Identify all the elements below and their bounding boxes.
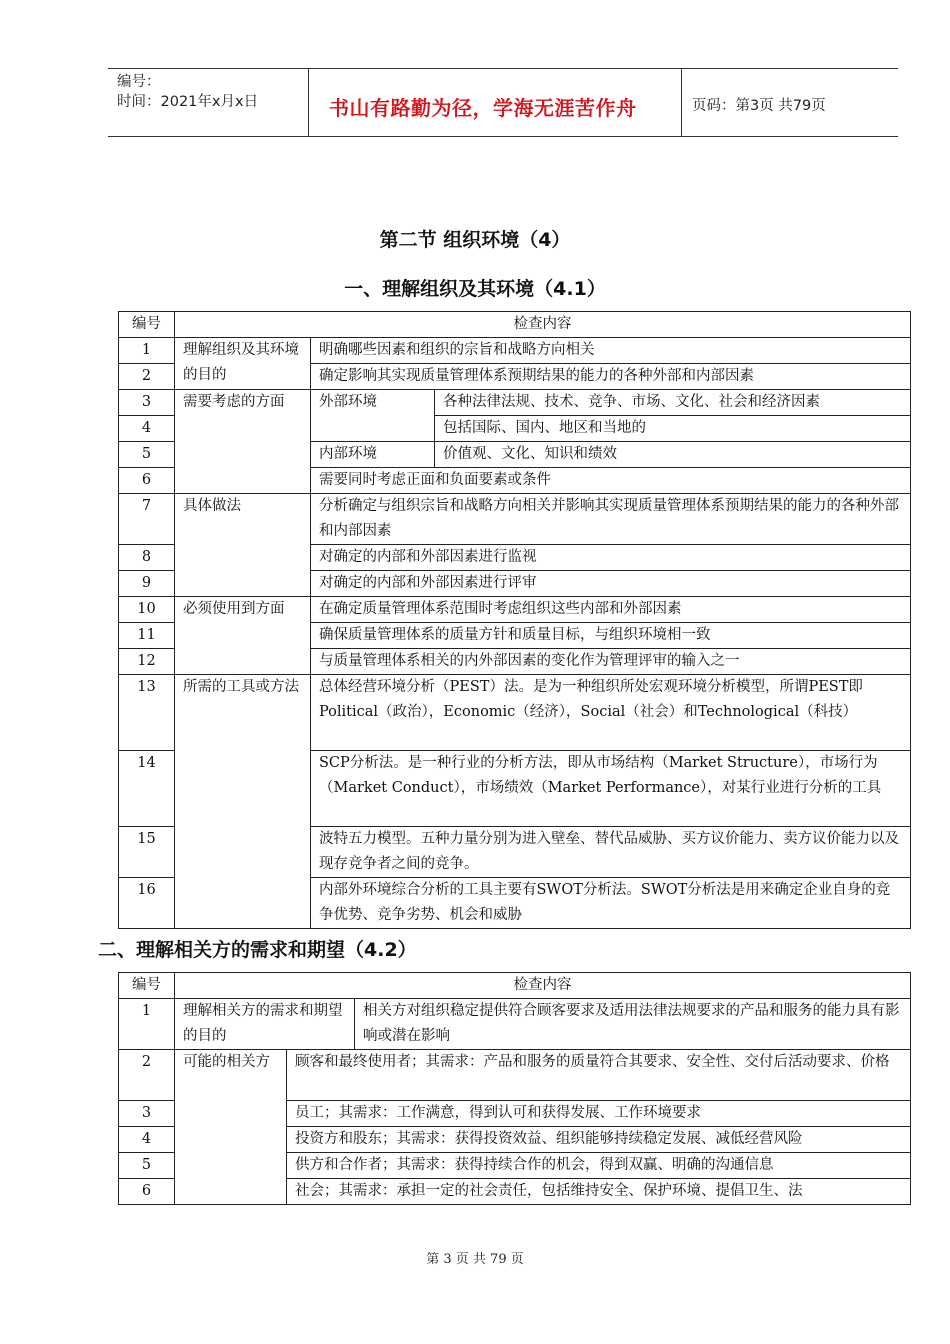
row-content: 各种法律法规、技术、竞争、市场、文化、社会和经济因素 (435, 390, 911, 416)
row-number: 4 (119, 416, 175, 442)
row-content: 与质量管理体系相关的内外部因素的变化作为管理评审的输入之一 (311, 649, 911, 675)
row-number: 4 (119, 1127, 175, 1153)
row-content: 相关方对组织稳定提供符合顾客要求及适用法律法规要求的产品和服务的能力具有影响或潜在影响 (355, 999, 911, 1050)
row-number: 5 (119, 1153, 175, 1179)
table-row (119, 390, 911, 416)
row-content: 明确哪些因素和组织的宗旨和战略方向相关 (311, 338, 911, 364)
row-content: 波特五力模型。五种力量分别为进入壁垒、替代品威胁、买方议价能力、卖方议价能力以及现存竞争者之间的竞争。 (311, 827, 911, 878)
row-number: 3 (119, 1101, 175, 1127)
section-title: 第二节 组织环境（4） (379, 229, 571, 251)
header-divider (308, 68, 309, 136)
row-number: 10 (119, 597, 175, 623)
row-subcategory: 外部环境 (311, 390, 435, 442)
row-category: 需要考虑的方面 (175, 390, 311, 494)
row-content: 需要同时考虑正面和负面要素或条件 (311, 468, 911, 494)
row-number: 6 (119, 468, 175, 494)
row-content: 内部外环境综合分析的工具主要有SWOT分析法。SWOT分析法是用来确定企业自身的竞争优势、竞争劣势、机会和威胁 (311, 878, 911, 929)
table-row (119, 494, 911, 545)
row-content: 对确定的内部和外部因素进行监视 (311, 545, 911, 571)
row-number: 9 (119, 571, 175, 597)
row-content: 顾客和最终使用者；其需求：产品和服务的质量符合其要求、安全性、交付后活动要求、价格 (287, 1050, 911, 1101)
row-content: SCP分析法。是一种行业的分析方法，即从市场结构（Market Structure），市场行为（Market Conduct），市场绩效（Market Performance），对某行业进行分析的工具 (311, 751, 911, 827)
row-number: 3 (119, 390, 175, 416)
row-number: 1 (119, 999, 175, 1050)
table-row (119, 338, 911, 364)
row-number: 1 (119, 338, 175, 364)
part1-title: 一、理解组织及其环境（4.1） (344, 278, 606, 300)
row-content: 社会；其需求：承担一定的社会责任，包括维持安全、保护环境、提倡卫生、法 (287, 1179, 911, 1205)
page-footer: 第 3 页 共 79 页 (426, 1252, 524, 1267)
part2-title: 二、理解相关方的需求和期望（4.2） (98, 939, 417, 961)
row-number: 6 (119, 1179, 175, 1205)
row-number: 14 (119, 751, 175, 827)
page-code: 页码：第3页 共79页 (692, 98, 826, 114)
row-content: 供方和合作者；其需求：获得持续合作的机会，得到双赢、明确的沟通信息 (287, 1153, 911, 1179)
environment-table (118, 311, 911, 929)
row-content: 在确定质量管理体系范围时考虑组织这些内部和外部因素 (311, 597, 911, 623)
row-number: 13 (119, 675, 175, 751)
row-content: 投资方和股东；其需求：获得投资效益、组织能够持续稳定发展、减低经营风险 (287, 1127, 911, 1153)
row-content: 对确定的内部和外部因素进行评审 (311, 571, 911, 597)
col-content-header: 检查内容 (175, 973, 911, 999)
stakeholder-table (118, 972, 911, 1205)
table-header-row (119, 973, 911, 999)
row-category: 可能的相关方 (175, 1050, 287, 1205)
row-category: 理解相关方的需求和期望的目的 (175, 999, 355, 1050)
header-bottom-rule (108, 136, 898, 137)
row-number: 11 (119, 623, 175, 649)
row-number: 2 (119, 364, 175, 390)
table-row (119, 675, 911, 751)
row-category: 必须使用到方面 (175, 597, 311, 675)
row-number: 16 (119, 878, 175, 929)
row-content: 确保质量管理体系的质量方针和质量目标，与组织环境相一致 (311, 623, 911, 649)
row-number: 15 (119, 827, 175, 878)
header-divider (681, 68, 682, 136)
table-header-row (119, 312, 911, 338)
motto: 书山有路勤为径，学海无涯苦作舟 (329, 96, 637, 120)
row-content: 确定影响其实现质量管理体系预期结果的能力的各种外部和内部因素 (311, 364, 911, 390)
row-category: 所需的工具或方法 (175, 675, 311, 929)
table-row (119, 999, 911, 1050)
row-content: 价值观、文化、知识和绩效 (435, 442, 911, 468)
row-number: 2 (119, 1050, 175, 1101)
row-number: 8 (119, 545, 175, 571)
row-number: 7 (119, 494, 175, 545)
col-number-header: 编号 (119, 312, 175, 338)
col-content-header: 检查内容 (175, 312, 911, 338)
table-row (119, 597, 911, 623)
row-content: 总体经营环境分析（PEST）法。是为一种组织所处宏观环境分析模型，所谓PEST即 Political（政治），Economic（经济），Social（社会）和Technological（科技） (311, 675, 911, 751)
row-content: 员工；其需求：工作满意，得到认可和获得发展、工作环境要求 (287, 1101, 911, 1127)
header-top-rule (108, 68, 898, 69)
row-content: 分析确定与组织宗旨和战略方向相关并影响其实现质量管理体系预期结果的能力的各种外部和内部因素 (311, 494, 911, 545)
row-subcategory: 内部环境 (311, 442, 435, 468)
table-row (119, 1050, 911, 1101)
time-label: 时间：2021年x月x日 (117, 94, 259, 110)
row-category: 理解组织及其环境的目的 (175, 338, 311, 390)
serial-label: 编号： (117, 74, 161, 90)
row-number: 12 (119, 649, 175, 675)
row-number: 5 (119, 442, 175, 468)
row-content: 包括国际、国内、地区和当地的 (435, 416, 911, 442)
row-category: 具体做法 (175, 494, 311, 597)
col-number-header: 编号 (119, 973, 175, 999)
